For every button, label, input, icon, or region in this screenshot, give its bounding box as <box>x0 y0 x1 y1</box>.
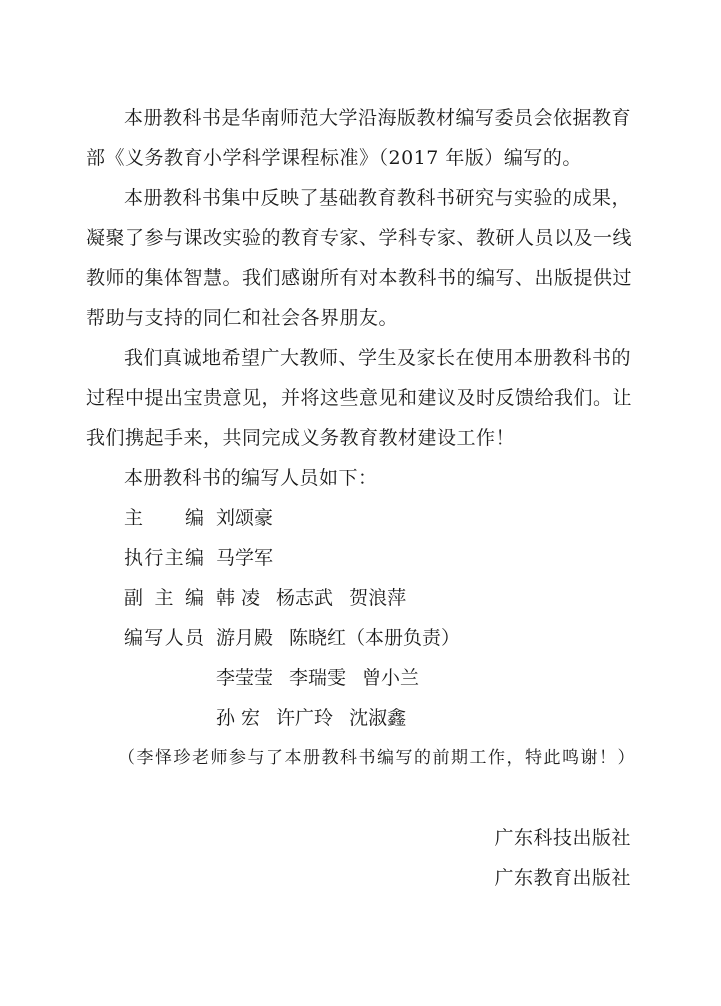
person-name: 刘颂豪 <box>216 507 274 529</box>
person-name: 马学军 <box>216 547 274 569</box>
credit-names <box>216 498 289 538</box>
paragraph-acknowledgements: 本册教科书集中反映了基础教育教科书研究与实验的成果，凝聚了参与课改实验的教育专家、学科专家、教研人员以及一线教师的集体智慧。我们感谢所有对本教科书的编写、出版提供过帮助与支持的同仁和社会各界朋友。 <box>86 187 633 329</box>
credit-role: 主 编 <box>124 507 204 529</box>
person-name: 贺浪萍 <box>349 587 407 609</box>
person-name: 李瑞雯 <box>289 667 347 689</box>
paragraph-basis: 本册教科书是华南师范大学沿海版教材编写委员会依据教育部《义务教育小学科学课程标准》（2017 年版）编写的。 <box>86 107 632 169</box>
person-name: 游月殿 <box>216 627 274 649</box>
person-name: 沈淑鑫 <box>349 707 407 729</box>
credit-names <box>216 698 422 738</box>
credit-role: 副 主 编 <box>124 587 204 609</box>
credits-intro: 本册教科书的编写人员如下： <box>124 467 378 489</box>
person-name: 曾小兰 <box>362 667 420 689</box>
credit-names <box>216 578 422 618</box>
publisher-science-tech: 广东科技出版社 <box>494 827 631 849</box>
person-name: 孙 宏 <box>216 707 261 729</box>
credit-role: 编 写 人 员 <box>124 627 204 649</box>
paragraph-feedback-request: 我们真诚地希望广大教师、学生及家长在使用本册教科书的过程中提出宝贵意见，并将这些意见和建议及时反馈给我们。让我们携起手来，共同完成义务教育教材建设工作！ <box>86 347 633 449</box>
person-name: 杨志武 <box>276 587 334 609</box>
special-thanks-note: （李怿珍老师参与了本册教科书编写的前期工作，特此鸣谢！） <box>118 748 636 768</box>
person-name: 韩 凌 <box>216 587 261 609</box>
credit-role: 执 行 主 编 <box>124 547 204 569</box>
person-name: 许广玲 <box>276 707 334 729</box>
person-name: 李莹莹 <box>216 667 274 689</box>
person-name: 陈晓红（本册负责） <box>289 627 461 649</box>
credit-names <box>216 538 289 578</box>
credit-names <box>216 618 476 658</box>
credit-names <box>216 658 435 698</box>
publisher-education: 广东教育出版社 <box>494 867 631 889</box>
